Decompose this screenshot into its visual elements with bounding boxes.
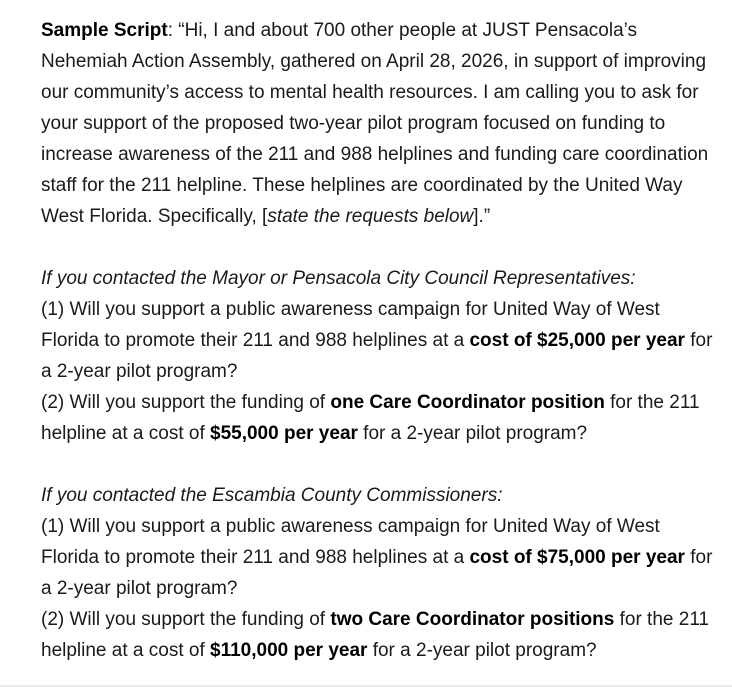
county-question-2: [41, 604, 721, 666]
city-question-1: [41, 294, 721, 387]
script-requests-placeholder: state the requests below: [267, 206, 474, 227]
city-q2-tail: for a 2-year pilot program?: [357, 423, 588, 444]
script-closing: ].”: [473, 206, 491, 227]
city-q1-text: (1) Will you support a public awareness campaign for United Way of West Florida to promote their 211 and 988 helplines at a: [41, 299, 660, 351]
document-body: [41, 15, 721, 666]
sample-script-label: Sample Script: [41, 20, 168, 41]
city-q2-cost: $55,000 per year: [210, 423, 358, 444]
spacer: [41, 449, 721, 480]
county-q2-mid: for the 211 helpline at a cost of: [41, 609, 710, 661]
county-q2-positions: two Care Coordinator positions: [330, 609, 615, 630]
city-question-2: [41, 387, 721, 449]
city-q1-tail: for a 2-year pilot program?: [41, 330, 713, 382]
sample-script-paragraph: [41, 15, 721, 232]
city-heading: [41, 263, 721, 294]
county-q1-tail: for a 2-year pilot program?: [41, 547, 713, 599]
spacer: [41, 232, 721, 263]
county-question-1: [41, 511, 721, 604]
city-q1-cost: cost of $25,000 per year: [469, 330, 685, 351]
county-q2-text: (2) Will you support the funding of: [41, 609, 331, 630]
county-q1-text: (1) Will you support a public awareness campaign for United Way of West Florida to promote their 211 and 988 helplines at a: [41, 516, 660, 568]
county-q2-tail: for a 2-year pilot program?: [367, 640, 597, 661]
county-q2-cost: $110,000 per year: [210, 640, 368, 661]
city-q2-position: one Care Coordinator position: [330, 392, 605, 413]
city-q2-text: (2) Will you support the funding of: [41, 392, 331, 413]
county-q1-cost: cost of $75,000 per year: [469, 547, 685, 568]
county-heading: [41, 480, 721, 511]
city-q2-mid: for the 211 helpline at a cost of: [41, 392, 700, 444]
county-heading-text: If you contacted the Escambia County Commissioners:: [41, 485, 503, 506]
script-text: “Hi, I and about 700 other people at JUST Pensacola’s Nehemiah Action Assembly, gathered on April 28, 2026, in support of improving our community’s access to mental health resources. I am calling you to ask for your support of the proposed two-year pilot program focused on funding to increase awareness of the 211 and 988 helplines and funding care coordination staff for the 211 helpline. These helplines are coordinated by the United Way West Florida. Specifically, [: [41, 20, 709, 227]
script-separator: :: [167, 20, 179, 41]
city-heading-text: If you contacted the Mayor or Pensacola City Council Representatives:: [41, 268, 636, 289]
